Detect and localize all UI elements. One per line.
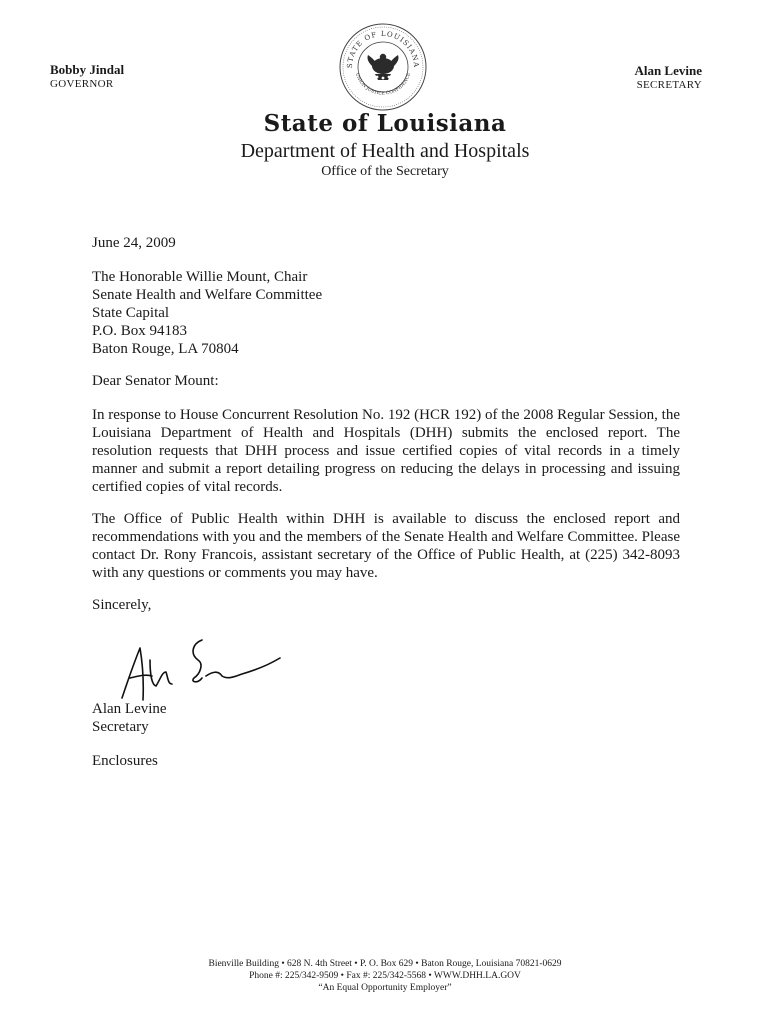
address-line: Senate Health and Welfare Committee: [92, 287, 323, 303]
seal-bottom-text: UNION JUSTICE CONFIDENCE: [353, 72, 413, 97]
office-name: Office of the Secretary: [321, 164, 449, 179]
footer-contact: Phone #: 225/342-9509 • Fax #: 225/342-5568 • WWW.DHH.LA.GOV: [249, 971, 521, 981]
address-line: State Capital: [92, 305, 170, 321]
seal-top-text: STATE OF LOUISIANA: [345, 29, 421, 69]
address-line: The Honorable Willie Mount, Chair: [92, 269, 308, 285]
address-line: Baton Rouge, LA 70804: [92, 341, 239, 357]
letter-date: June 24, 2009: [92, 235, 176, 251]
footer-address: Bienville Building • 628 N. 4th Street • P. O. Box 629 • Baton Rouge, Louisiana 70821-0629: [208, 959, 562, 969]
body-paragraph-2: The Office of Public Health within DHH is available to discuss the enclosed report and recommendations with you and the members of the Senate Health and Welfare Committee. Please contact Dr. Rony Francois, assistant secretary of the Office of Public Health, at (225) 342-8093 with any questions or comments you may have.: [92, 511, 680, 581]
governor-block: [50, 62, 124, 90]
secretary-title: SECRETARY: [636, 79, 702, 91]
secretary-block: [634, 63, 702, 91]
recipient-address: [92, 268, 322, 358]
governor-title: GOVERNOR: [50, 78, 114, 90]
state-seal-logo: [338, 22, 428, 112]
closing: Sincerely,: [92, 597, 152, 613]
state-title: State of Louisiana: [263, 110, 507, 137]
signer-name: Alan Levine: [92, 701, 167, 717]
letterhead-footer: [0, 958, 770, 994]
governor-name: Bobby Jindal: [50, 62, 125, 77]
salutation: Dear Senator Mount:: [92, 373, 219, 389]
address-line: P.O. Box 94183: [92, 323, 188, 339]
footer-motto: “An Equal Opportunity Employer”: [318, 983, 452, 993]
enclosures-note: Enclosures: [92, 753, 158, 769]
signer-title: Secretary: [92, 719, 149, 735]
department-name: Department of Health and Hospitals: [240, 140, 530, 162]
body-paragraph-1: In response to House Concurrent Resolution No. 192 (HCR 192) of the 2008 Regular Session, the Louisiana Department of Health and Hospitals (DHH) submits the enclosed report. The resolution requests that DHH process and issue certified copies of vital records in a timely manner and submit a report detailing progress on reducing the delays in processing and issuing certified copies of vital records.: [92, 407, 680, 495]
secretary-name: Alan Levine: [634, 63, 702, 78]
handwritten-signature: [110, 620, 290, 705]
